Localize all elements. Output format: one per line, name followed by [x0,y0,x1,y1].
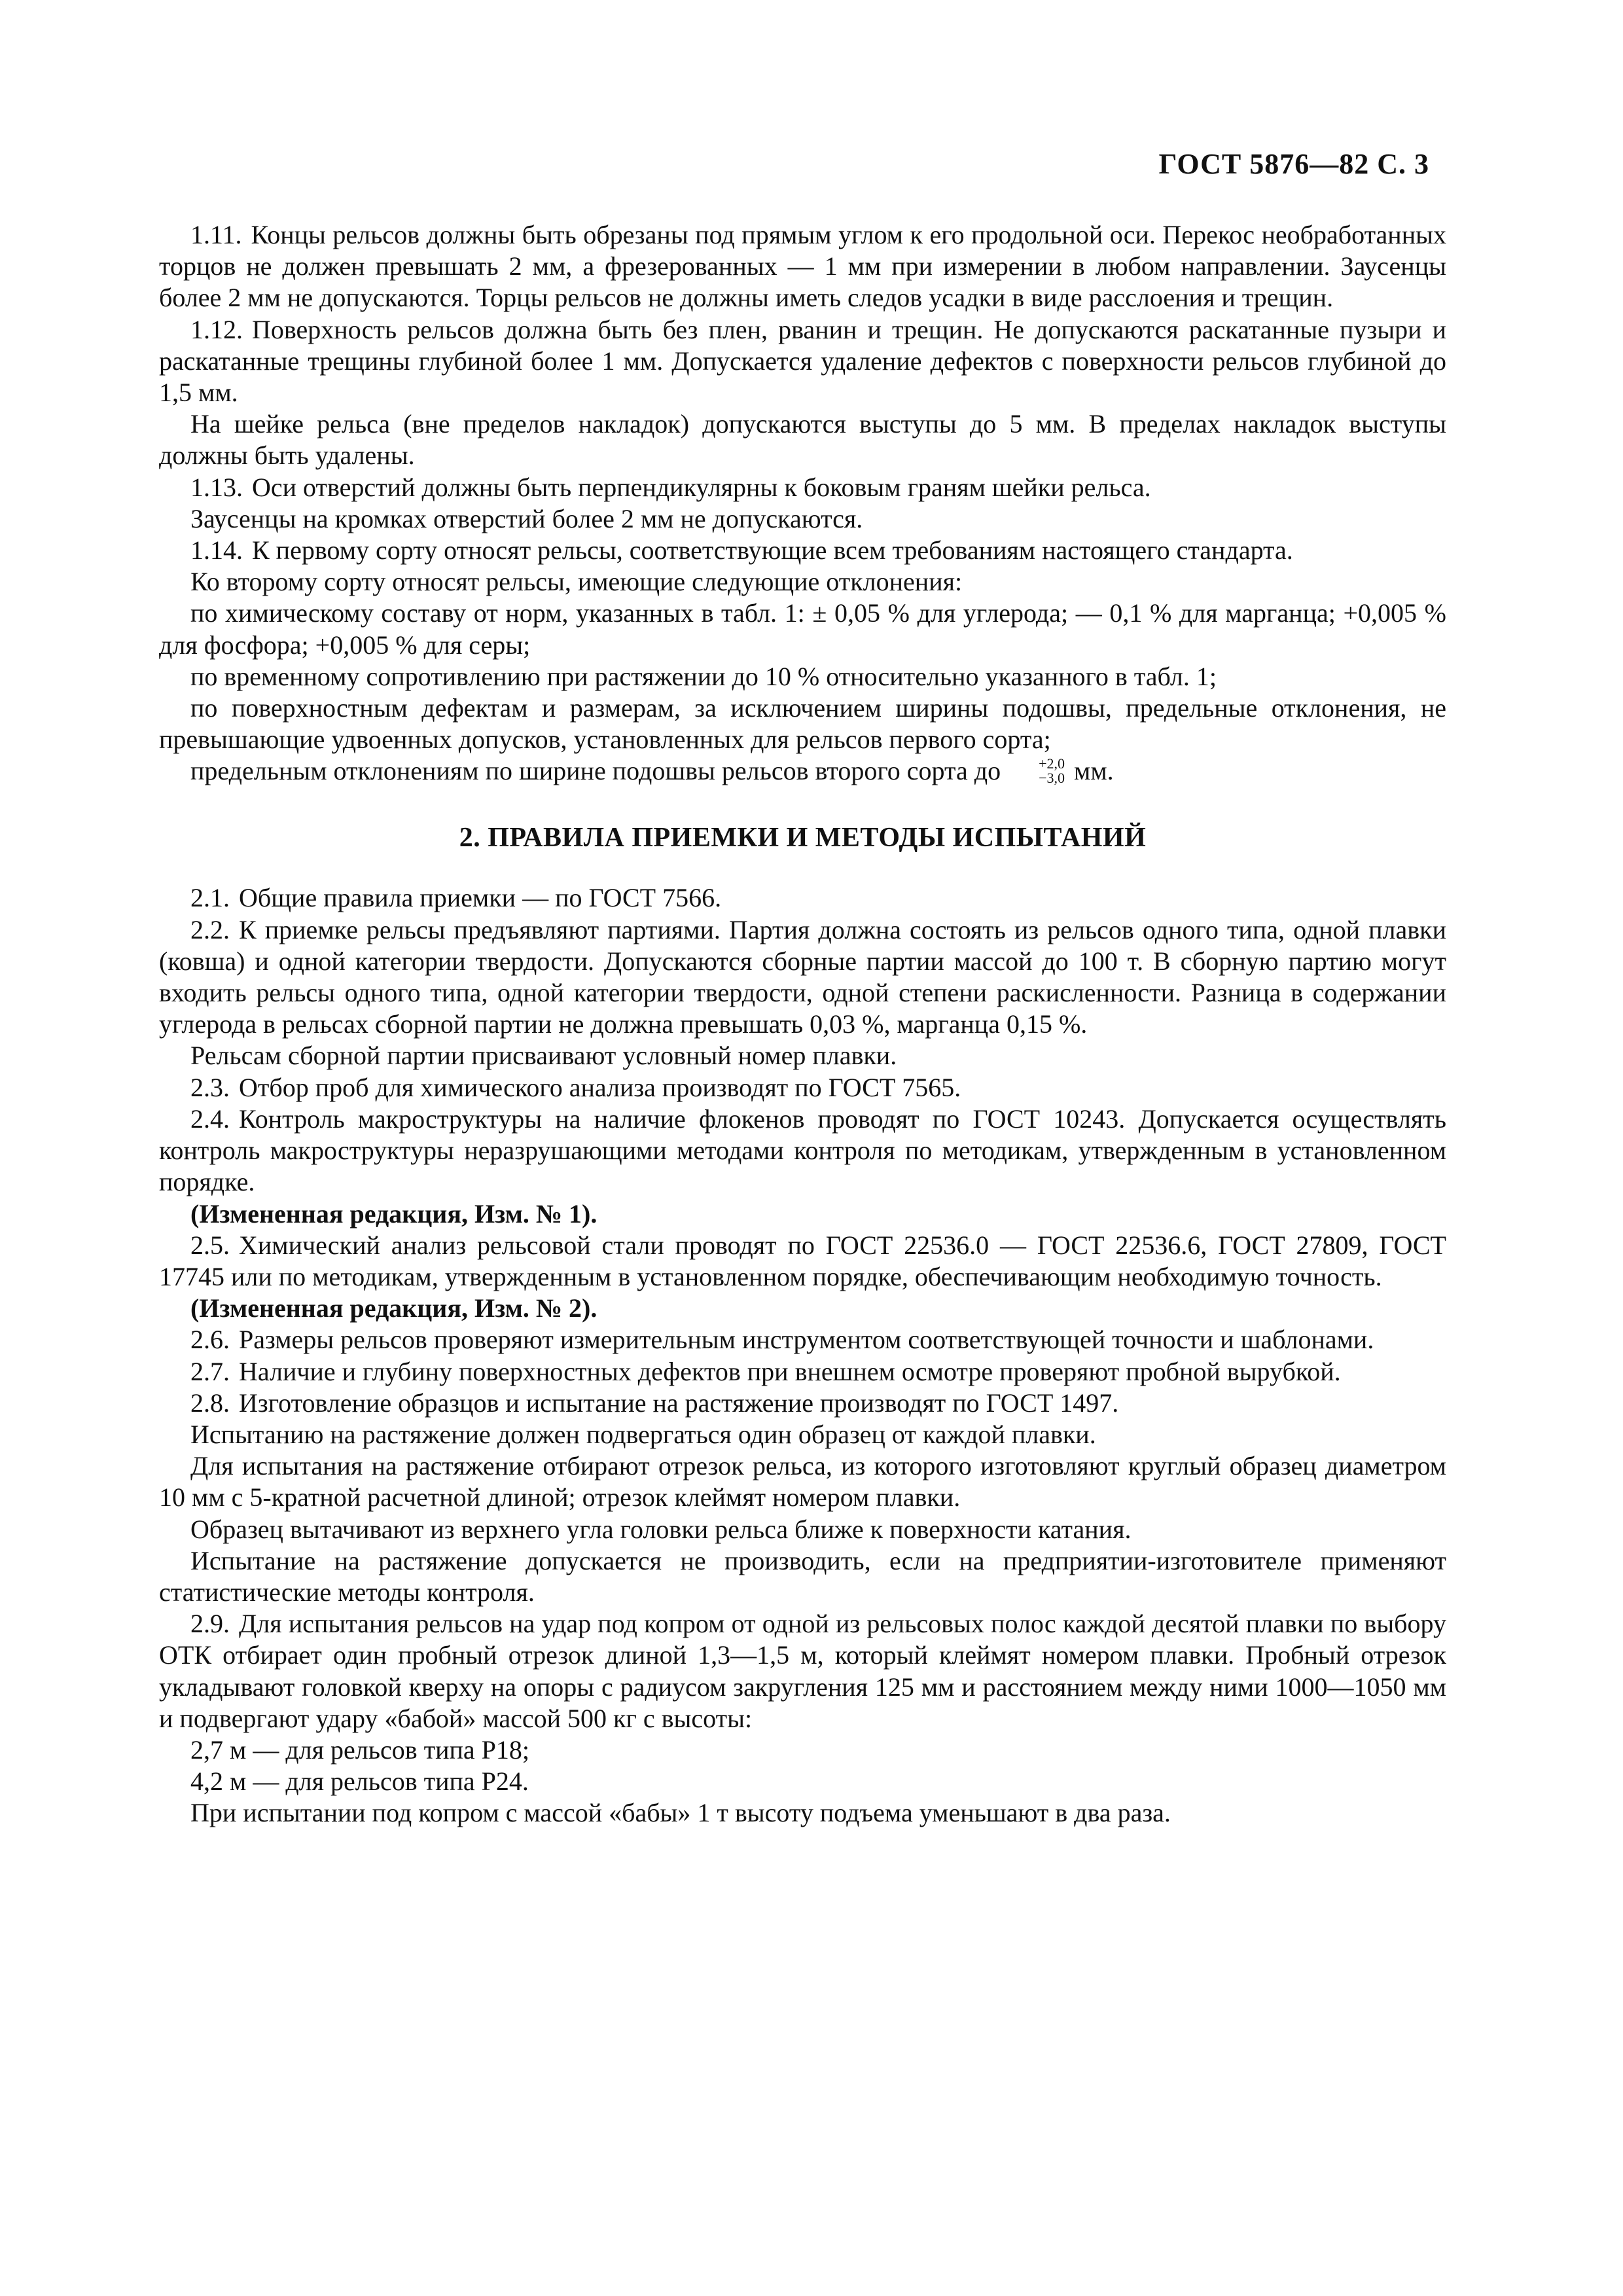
paragraph: Испытанию на растяжение должен подвергаться один образец от каждой плавки. [190,1419,1096,1449]
paragraph: по временному сопротивлению при растяжении до 10 % относительно указанного в табл. 1; [190,661,1217,691]
clause-text: Размеры рельсов проверяют измерительным инструментом соответствующей точности и шаблонами. [239,1325,1374,1355]
clause-text: Для испытания рельсов на удар под копром от одной из рельсовых полос каждой десятой плавки по выбору ОТК отбирает один пробный отрезок длиной 1,3—1,5 м, который клеймят номером плавки. Пробный отрезок укладывают головкой кверху на опоры с радиусом закругления 125 мм и расстоянием между ними 1000—1050 мм и подвергают удару «бабой» массой 500 кг с высоты: [159,1609,1446,1733]
section-title: 2. ПРАВИЛА ПРИЕМКИ И МЕТОДЫ ИСПЫТАНИЙ [459,823,1147,853]
clause-2-1 [159,882,1446,914]
clause-2-9 [159,1608,1446,1734]
clause-2-7 [159,1356,1446,1388]
clause-number: 2.1. [190,883,230,913]
clause-text: Оси отверстий должны быть перпендикулярны к боковым граням шейки рельса. [252,472,1151,502]
paragraph: Заусенцы на кромках отверстий более 2 мм не допускаются. [190,503,863,533]
clause-number: 1.14. [190,535,243,565]
clause-number: 2.3. [190,1072,230,1102]
clause-number: 1.11. [190,220,242,249]
clause-text: Общие правила приемки — по ГОСТ 7566. [239,883,722,913]
clause-2-8 [159,1388,1446,1419]
paragraph: 4,2 м — для рельсов типа Р24. [190,1767,529,1797]
paragraph: по поверхностным дефектам и размерам, за исключением ширины подошвы, предельные отклонения, не превышающие удвоенных допусков, установленных для рельсов первого сорта; [159,693,1446,755]
tolerance-text: предельным отклонениям по ширине подошвы рельсов второго сорта до [190,756,1001,786]
clause-2-5 [159,1230,1446,1293]
tolerance-upper: +2,0 [1039,755,1065,772]
clause-text: Химический анализ рельсовой стали проводят по ГОСТ 22536.0 — ГОСТ 22536.6, ГОСТ 27809, ГОСТ 17745 или по методикам, утвержденным в установленном порядке, обеспечивающим необходимую точность. [159,1230,1446,1291]
clause-2-2 [159,914,1446,1041]
page-header: ГОСТ 5876—82 С. 3 [1158,148,1429,180]
clause-text: Контроль макроструктуры на наличие флокенов проводят по ГОСТ 10243. Допускается осуществлять контроль макроструктуры неразрушающими методами контроля по методикам, утвержденным в установленном порядке. [159,1103,1446,1197]
clause-number: 2.9. [190,1609,230,1639]
clause-number: 2.6. [190,1325,230,1355]
clause-number: 2.7. [190,1356,230,1386]
clause-text: Наличие и глубину поверхностных дефектов при внешнем осмотре проверяют пробной вырубкой. [239,1356,1341,1386]
clause-number: 2.5. [190,1230,230,1260]
paragraph: При испытании под копром с массой «бабы» 1 т высоту подъема уменьшают в два раза. [190,1798,1171,1828]
clause-number: 2.2. [190,914,230,944]
amendment-note: (Измененная редакция, Изм. № 2). [190,1293,597,1323]
paragraph: На шейке рельса (вне пределов накладок) допускаются выступы до 5 мм. В пределах накладок выступы должны быть удалены. [159,409,1446,471]
document-body [159,219,1446,1829]
clause-text: К приемке рельсы предъявляют партиями. Партия должна состоять из рельсов одного типа, одной плавки (ковша) и одной категории твердости. Допускаются сборные партии массой до 100 т. В сборную партию могут входить рельсы одного типа, одной категории твердости, одной степени раскисленности. Разница в содержании углерода в рельсах сборной партии не должна превышать 0,03 %, марганца 0,15 %. [159,914,1446,1039]
clause-number: 2.8. [190,1388,230,1418]
clause-number: 1.13. [190,472,243,502]
clause-number: 2.4. [190,1103,230,1134]
clause-1-11 [159,219,1446,314]
tolerance-unit: мм. [1074,756,1114,786]
clause-2-6 [159,1324,1446,1355]
clause-text: Концы рельсов должны быть обрезаны под прямым углом к его продольной оси. Перекос необработанных торцов не должен превышать 2 мм, а фрезерованных — 1 мм при измерении в любом направлении. Заусенцы более 2 мм не допускаются. Торцы рельсов не должны иметь следов усадки в виде расслоения и трещин. [159,220,1446,313]
clause-text: Отбор проб для химического анализа производят по ГОСТ 7565. [239,1072,961,1102]
tolerance-lower: −3,0 [1039,770,1065,787]
clause-text: Изготовление образцов и испытание на растяжение производят по ГОСТ 1497. [239,1388,1119,1418]
paragraph: по химическому составу от норм, указанных в табл. 1: ± 0,05 % для углерода; — 0,1 % для марганца; +0,005 % для фосфора; +0,005 % для серы; [159,598,1446,660]
paragraph: Образец вытачивают из верхнего угла головки рельса ближе к поверхности катания. [190,1514,1132,1544]
tolerance-fraction [1007,757,1065,785]
clause-1-14 [159,535,1446,566]
clause-2-3 [159,1072,1446,1103]
paragraph: Рельсам сборной партии присваивают условный номер плавки. [190,1041,897,1071]
clause-text: Поверхность рельсов должна быть без плен, рванин и трещин. Не допускаются раскатанные пузыри и раскатанные трещины глубиной более 1 мм. Допускается удаление дефектов с поверхности рельсов глубиной до 1,5 мм. [159,314,1446,408]
paragraph: Испытание на растяжение допускается не производить, если на предприятии-изготовителе применяют статистические методы контроля. [159,1545,1446,1607]
paragraph: 2,7 м — для рельсов типа Р18; [190,1734,530,1765]
paragraph: Ко второму сорту относят рельсы, имеющие следующие отклонения: [190,567,963,597]
clause-number: 1.12. [190,314,243,344]
clause-text: К первому сорту относят рельсы, соответствующие всем требованиям настоящего стандарта. [252,535,1293,565]
paragraph-tolerance [159,755,1446,788]
paragraph: Для испытания на растяжение отбирают отрезок рельса, из которого изготовляют круглый образец диаметром 10 мм с 5-кратной расчетной длиной; отрезок клеймят номером плавки. [159,1451,1446,1513]
amendment-note: (Измененная редакция, Изм. № 1). [190,1198,597,1229]
clause-1-13 [159,472,1446,503]
clause-1-12 [159,314,1446,409]
clause-2-4 [159,1103,1446,1198]
